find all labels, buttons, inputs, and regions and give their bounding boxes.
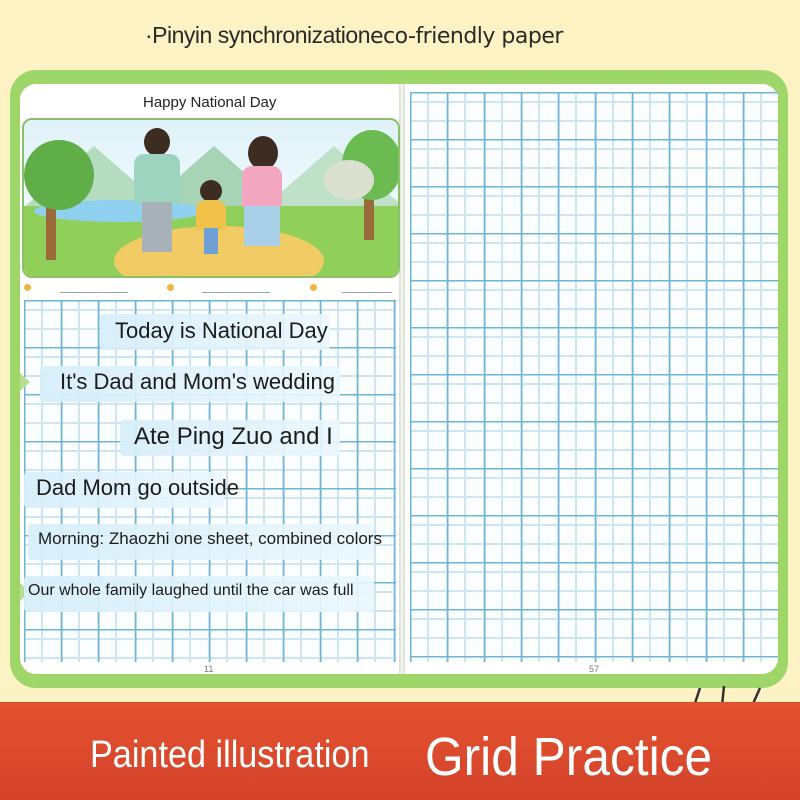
line-whole-family: Our whole family laughed until the car was full — [28, 582, 354, 599]
triangle-marker-icon — [20, 373, 30, 391]
line-national-day: Today is National Day — [115, 318, 328, 343]
family-illustration — [22, 118, 400, 278]
tagline-pinyin: ·Pinyin synchronization — [145, 22, 371, 48]
line-wedding: It's Dad and Mom's wedding — [60, 369, 335, 394]
rock-icon — [324, 160, 374, 200]
page-number-left: 11 — [204, 664, 214, 674]
painted-illustration-label: Painted illustration — [90, 734, 370, 776]
tagline — [0, 18, 800, 54]
illustration-title: Happy National Day — [143, 94, 277, 111]
tree-icon — [24, 140, 94, 210]
line-ate-ping-zuo: Ate Ping Zuo and I — [134, 423, 333, 450]
page-number-right: 57 — [589, 664, 600, 674]
tagline-eco-paper: eco-friendly paper — [370, 24, 563, 49]
line-go-outside: Dad Mom go outside — [36, 475, 239, 500]
line-morning: Morning: Zhaozhi one sheet, combined colors — [38, 529, 382, 548]
grid-practice-label: Grid Practice — [425, 727, 713, 787]
right-practice-grid — [410, 92, 778, 662]
info-row — [22, 280, 396, 296]
